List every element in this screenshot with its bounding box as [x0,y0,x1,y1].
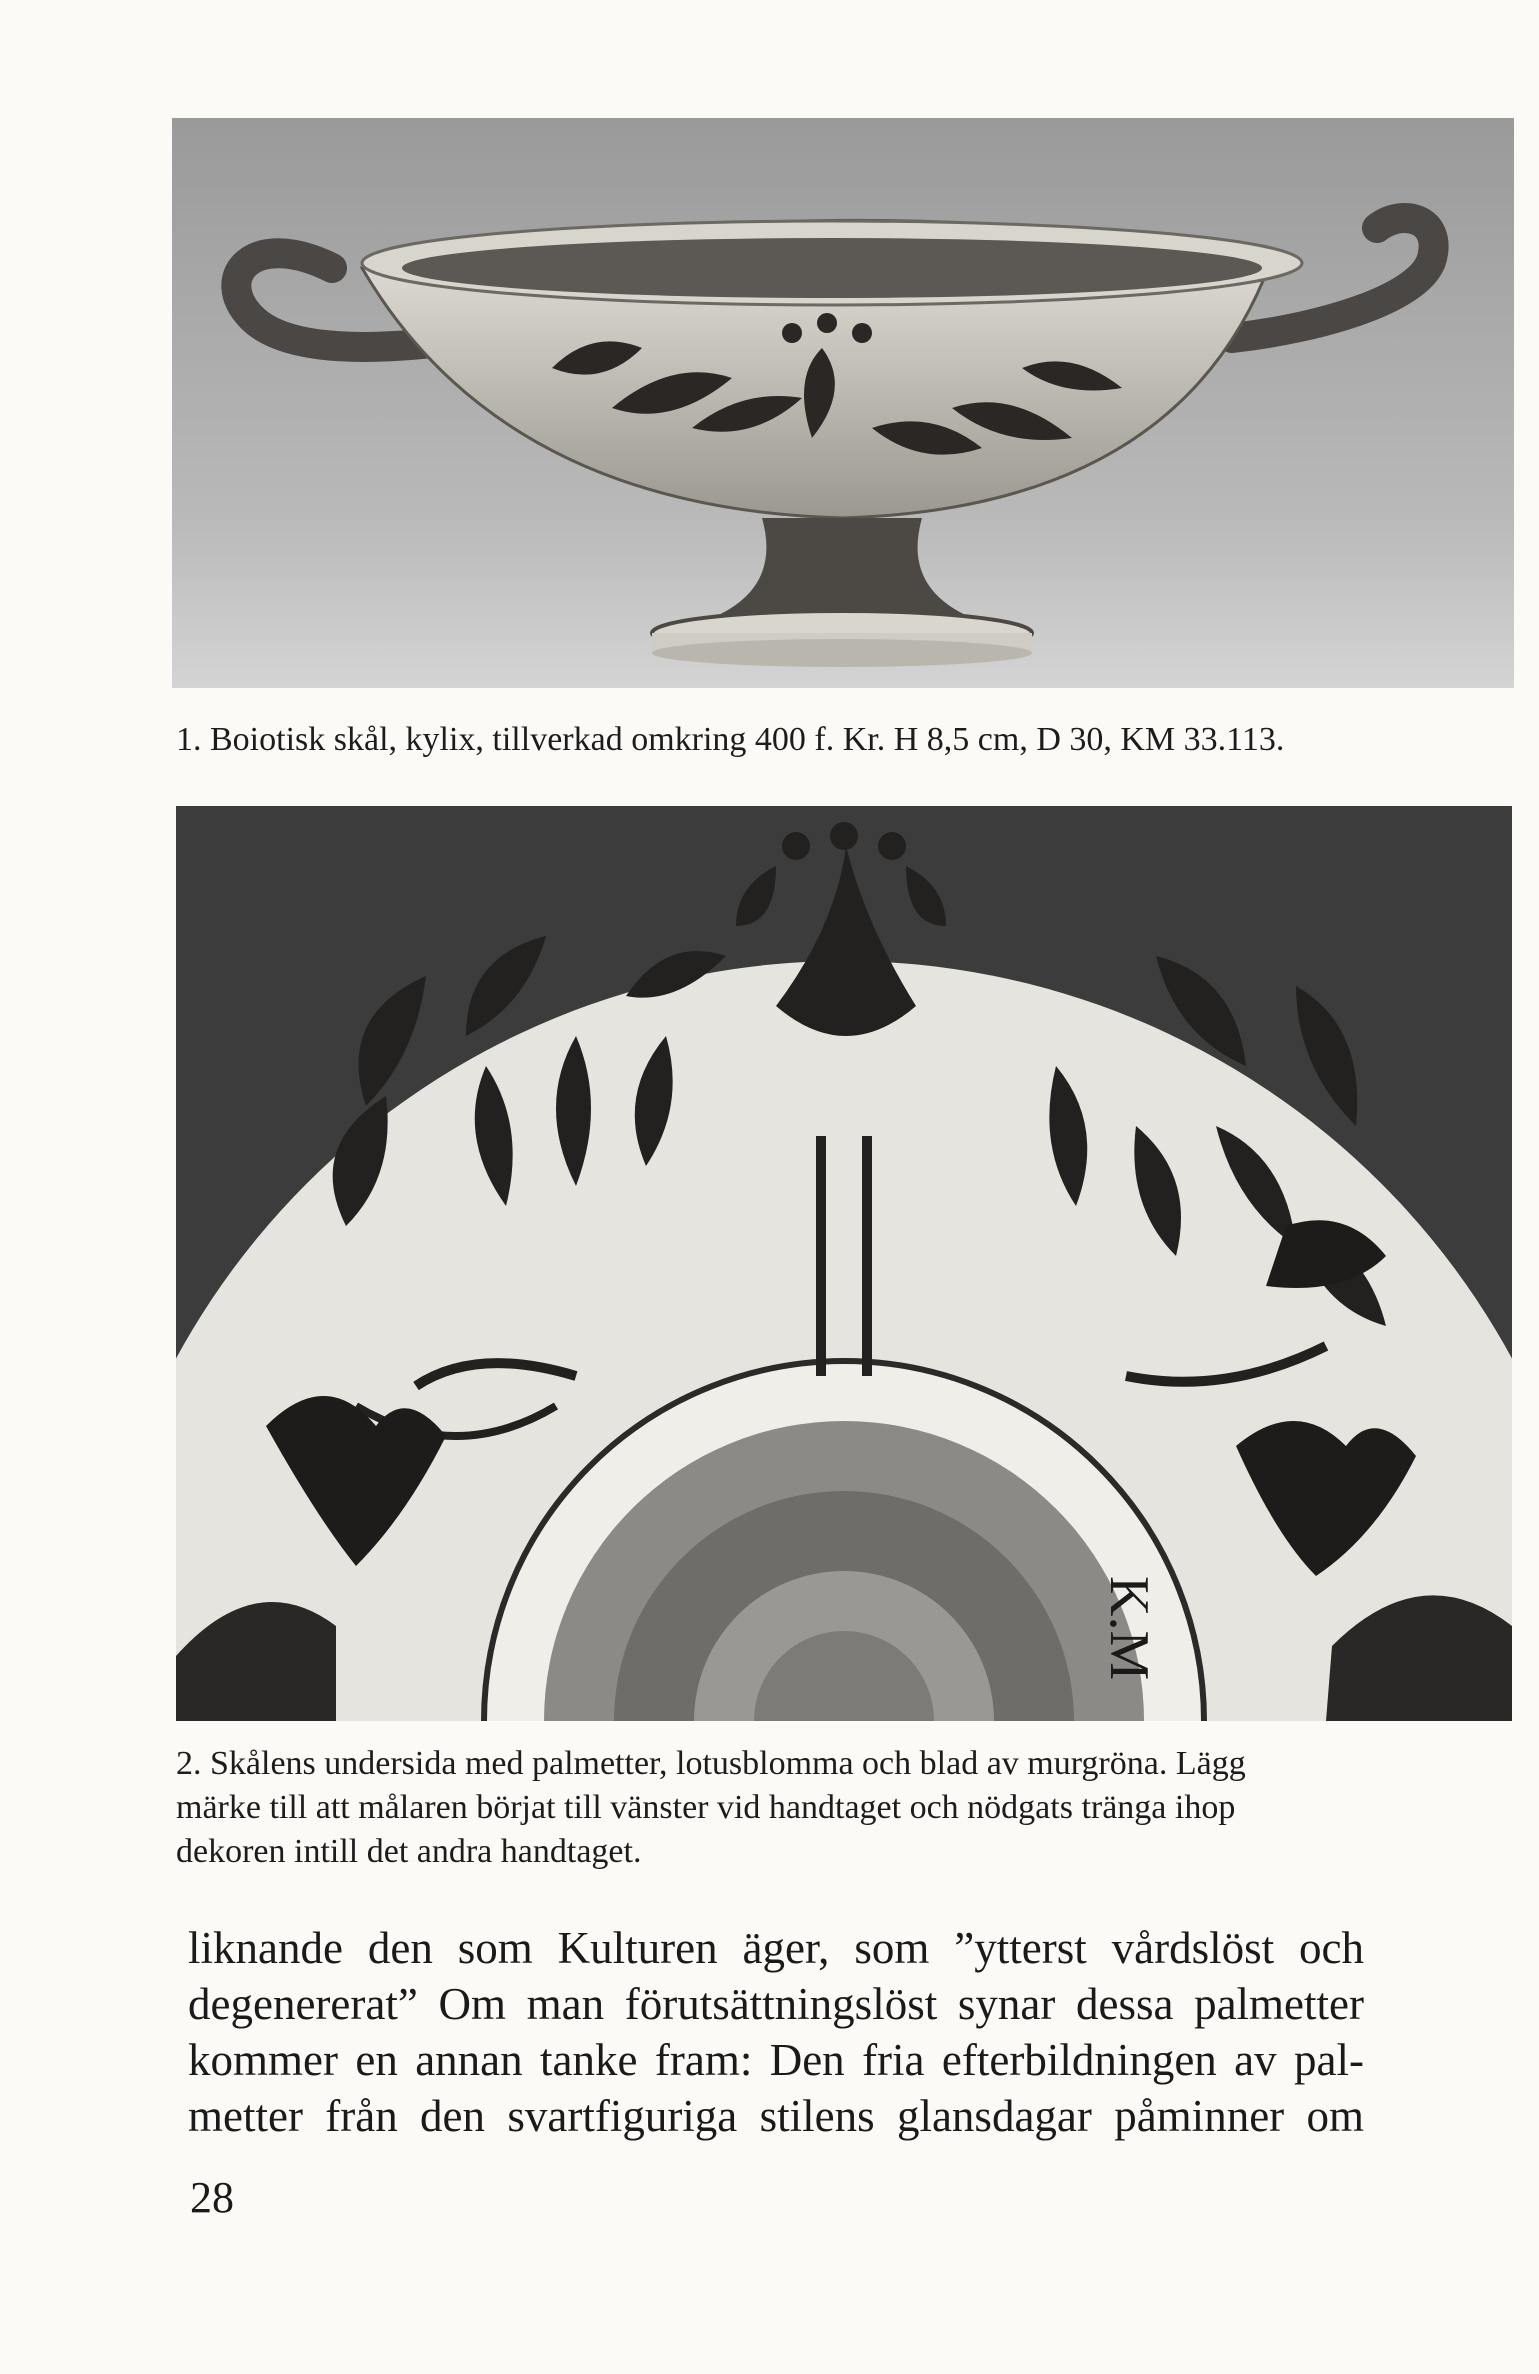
body-line: kommer en annan tanke fram: Den fria efterbildningen av pal- [188,2035,1364,2085]
figure-1-caption: 1. Boiotisk skål, kylix, tillverkad omkring 400 f. Kr. H 8,5 cm, D 30, KM 33.113. [176,721,1285,758]
body-line: metter från den svartfiguriga stilens glansdagar påminner om [188,2091,1364,2141]
figure-1-kylix-photo [172,118,1514,688]
body-line: degenererat” Om man förutsättningslöst synar dessa palmetter [188,1979,1364,2029]
page-number: 28 [190,2173,234,2222]
figure-2-underside-photo [176,806,1512,1721]
inscription-km: K.M [1098,1576,1160,1681]
body-paragraph [188,1920,1364,2144]
figure-2-caption-line: märke till att målaren börjat till vänster vid handtaget och nödgats tränga ihop [176,1789,1236,1826]
figure-2-caption [176,1742,1512,1874]
figure-2-caption-line: 2. Skålens undersida med palmetter, lotusblomma och blad av murgröna. Lägg [176,1745,1246,1782]
body-line: liknande den som Kulturen äger, som ”ytterst vårdslöst och [188,1923,1364,1973]
figure-2-caption-line: dekoren intill det andra handtaget. [176,1833,642,1870]
